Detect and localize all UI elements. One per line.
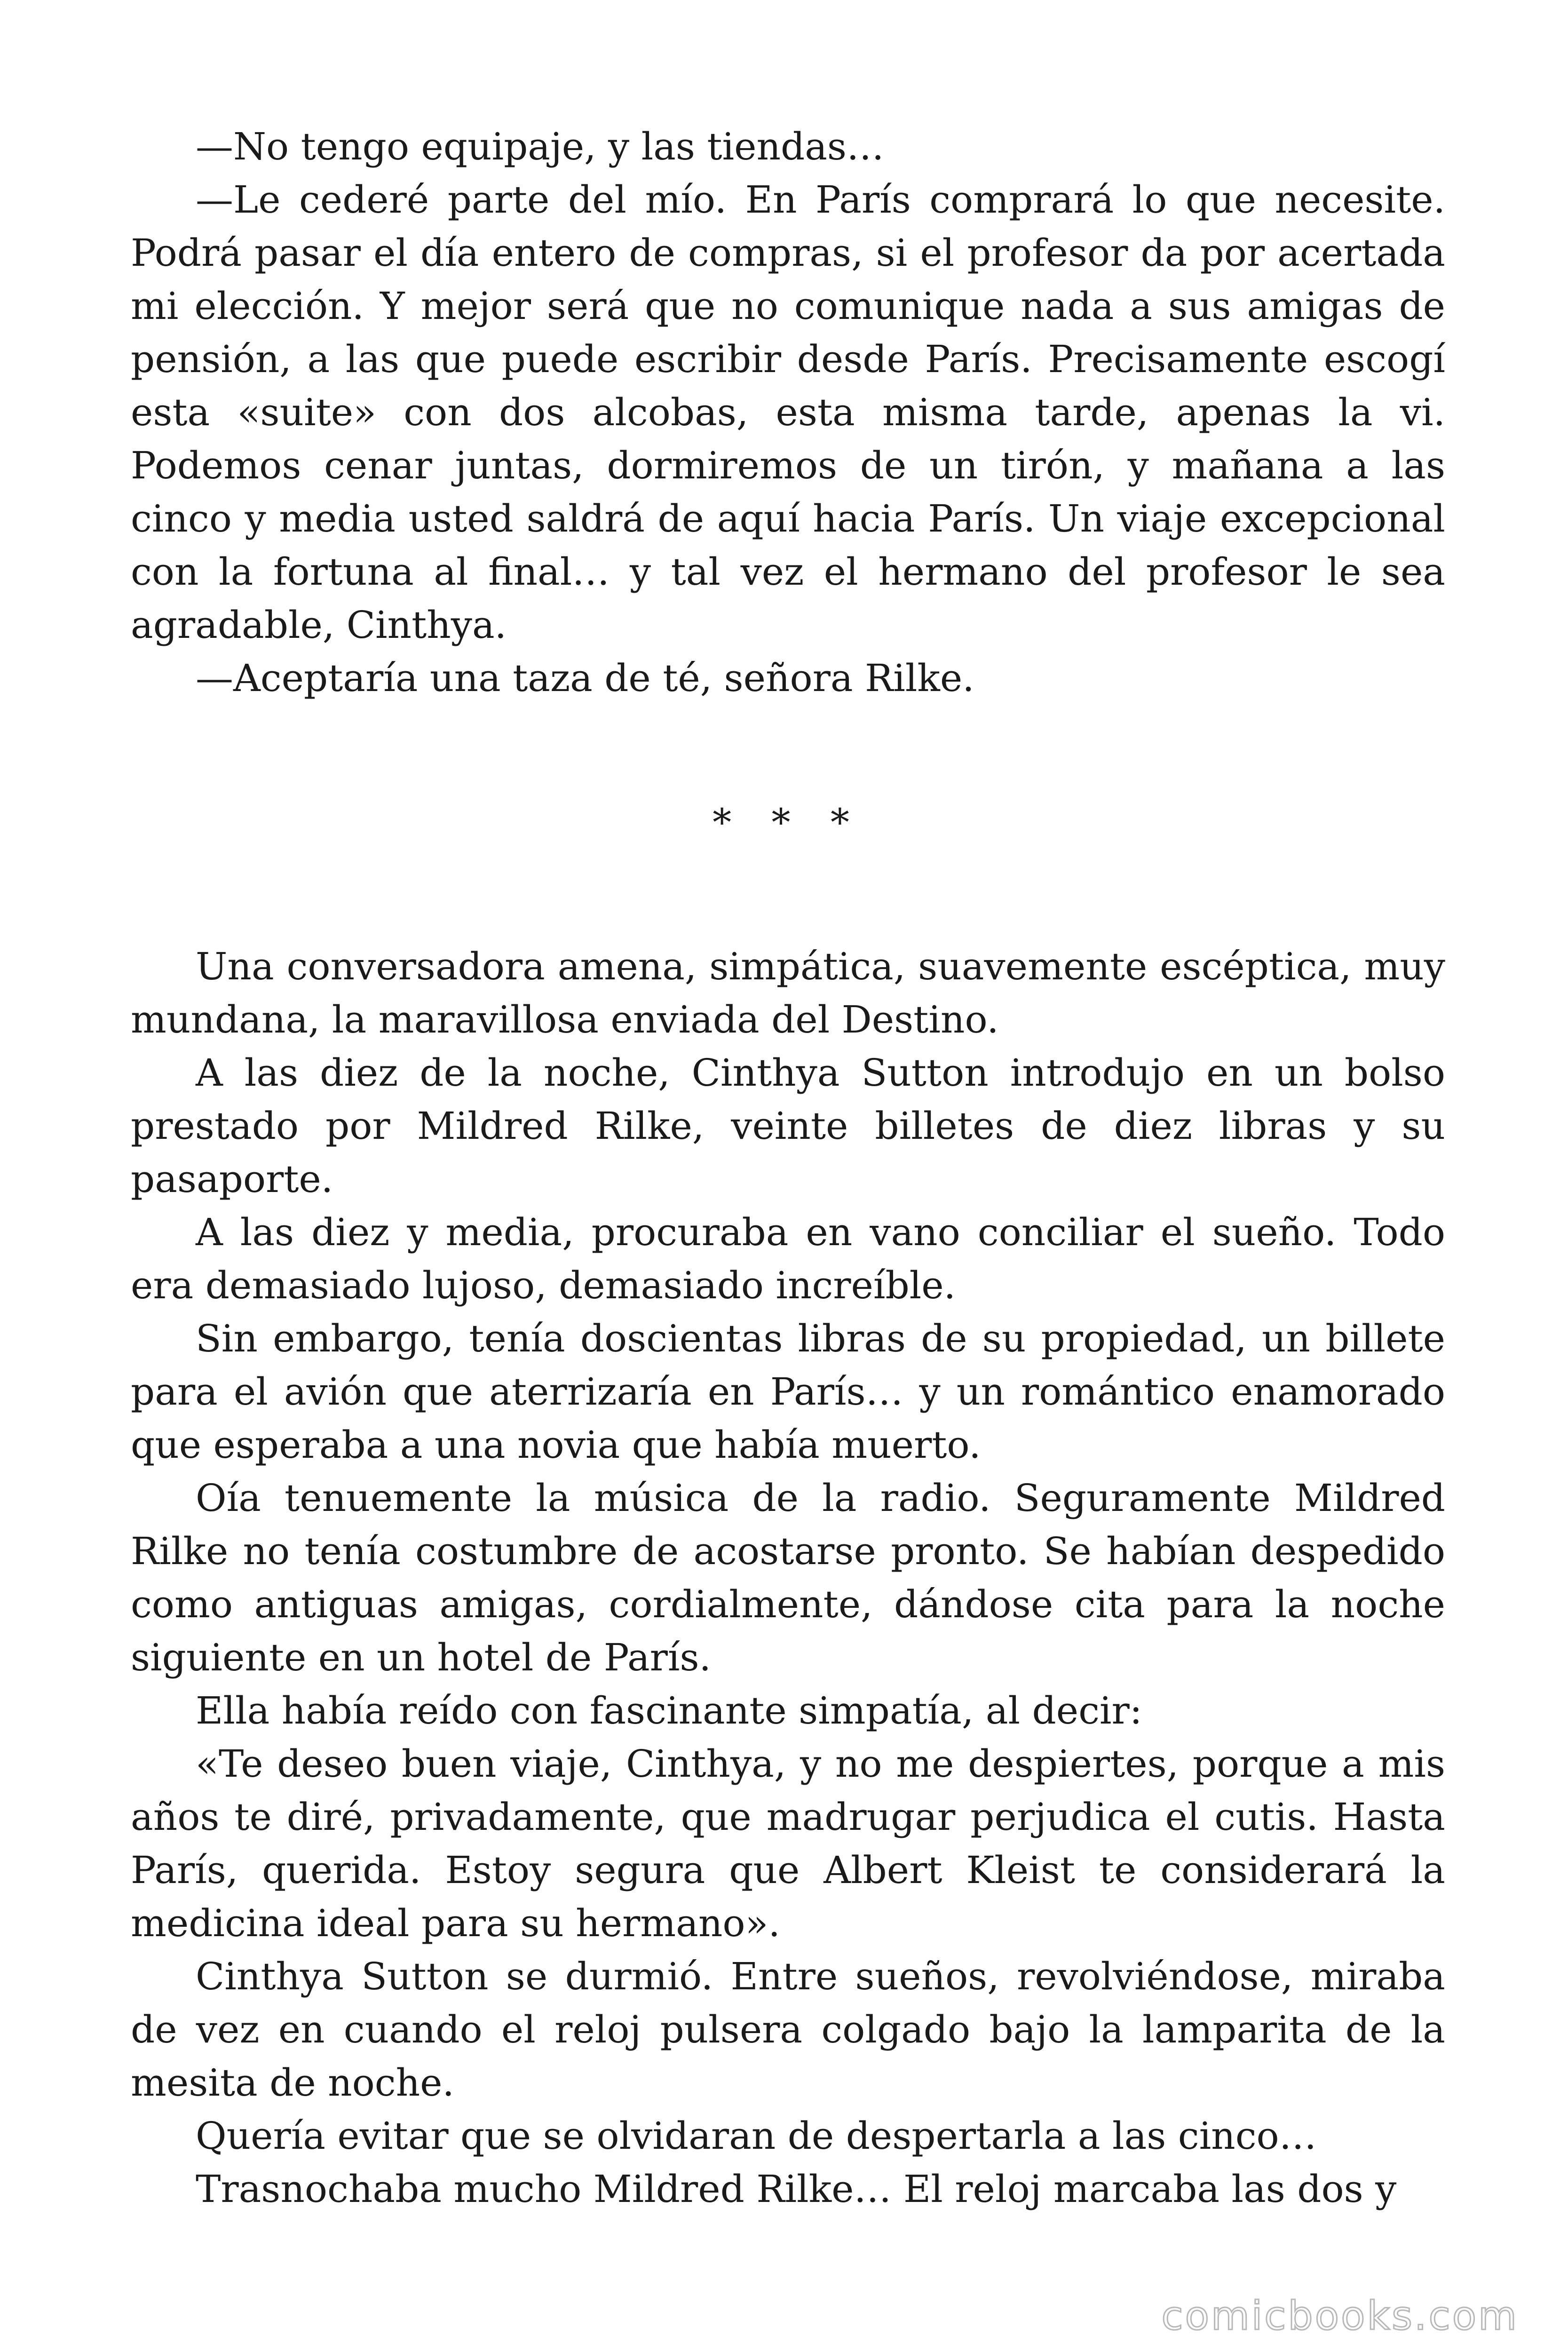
paragraph: A las diez y media, procuraba en vano conciliar el sueño. Todo era demasiado lujoso, demasiado increíble.	[131, 1210, 1445, 1307]
section-separator: * * *	[713, 800, 863, 844]
paragraph: Ella había reído con fascinante simpatía, al decir:	[196, 1689, 1142, 1732]
paragraph: Sin embargo, tenía doscientas libras de su propiedad, un billete para el avión que aterrizaría en París… y un romántico enamorado que esperaba a una novia que había muerto.	[131, 1317, 1445, 1467]
paragraph: A las diez de la noche, Cinthya Sutton introdujo en un bolso prestado por Mildred Rilke, veinte billetes de diez libras y su pasaporte.	[131, 1051, 1445, 1201]
paragraph: —Aceptaría una taza de té, señora Rilke.	[196, 656, 974, 700]
watermark: comicbooks.com	[1161, 2293, 1519, 2339]
paragraph: Oía tenuemente la música de la radio. Seguramente Mildred Rilke no tenía costumbre de acostarse pronto. Se habían despedido como antiguas amigas, cordialmente, dándose cita para la noche siguiente en un hotel de París.	[131, 1476, 1445, 1679]
paragraph: «Te deseo buen viaje, Cinthya, y no me despiertes, porque a mis años te diré, privadamente, que madrugar perjudica el cutis. Hasta París, querida. Estoy segura que Albert Kleist te considerará la medicina ideal para su hermano».	[131, 1742, 1445, 1945]
paragraph: —No tengo equipaje, y las tiendas…	[196, 125, 884, 168]
paragraph: Una conversadora amena, simpática, suavemente escéptica, muy mundana, la maravillosa enviada del Destino.	[131, 945, 1445, 1041]
page-text	[131, 120, 1445, 2216]
paragraph: Trasnochaba mucho Mildred Rilke… El reloj marcaba las dos y	[196, 2167, 1397, 2211]
paragraph: Quería evitar que se olvidaran de despertarla a las cinco…	[196, 2114, 1317, 2158]
paragraph: Cinthya Sutton se durmió. Entre sueños, revolviéndose, miraba de vez en cuando el reloj pulsera colgado bajo la lamparita de la mesita de noche.	[131, 1955, 1445, 2105]
paragraph: —Le cederé parte del mío. En París comprará lo que necesite. Podrá pasar el día entero de compras, si el profesor da por acertada mi elección. Y mejor será que no comunique nada a sus amigas de pensión, a las que puede escribir desde París. Precisamente escogí esta «suite» con dos alcobas, esta misma tarde, apenas la vi. Podemos cenar juntas, dormiremos de un tirón, y mañana a las cinco y media usted saldrá de aquí hacia París. Un viaje excepcional con la fortuna al final… y tal vez el hermano del profesor le sea agradable, Cinthya.	[131, 178, 1445, 647]
